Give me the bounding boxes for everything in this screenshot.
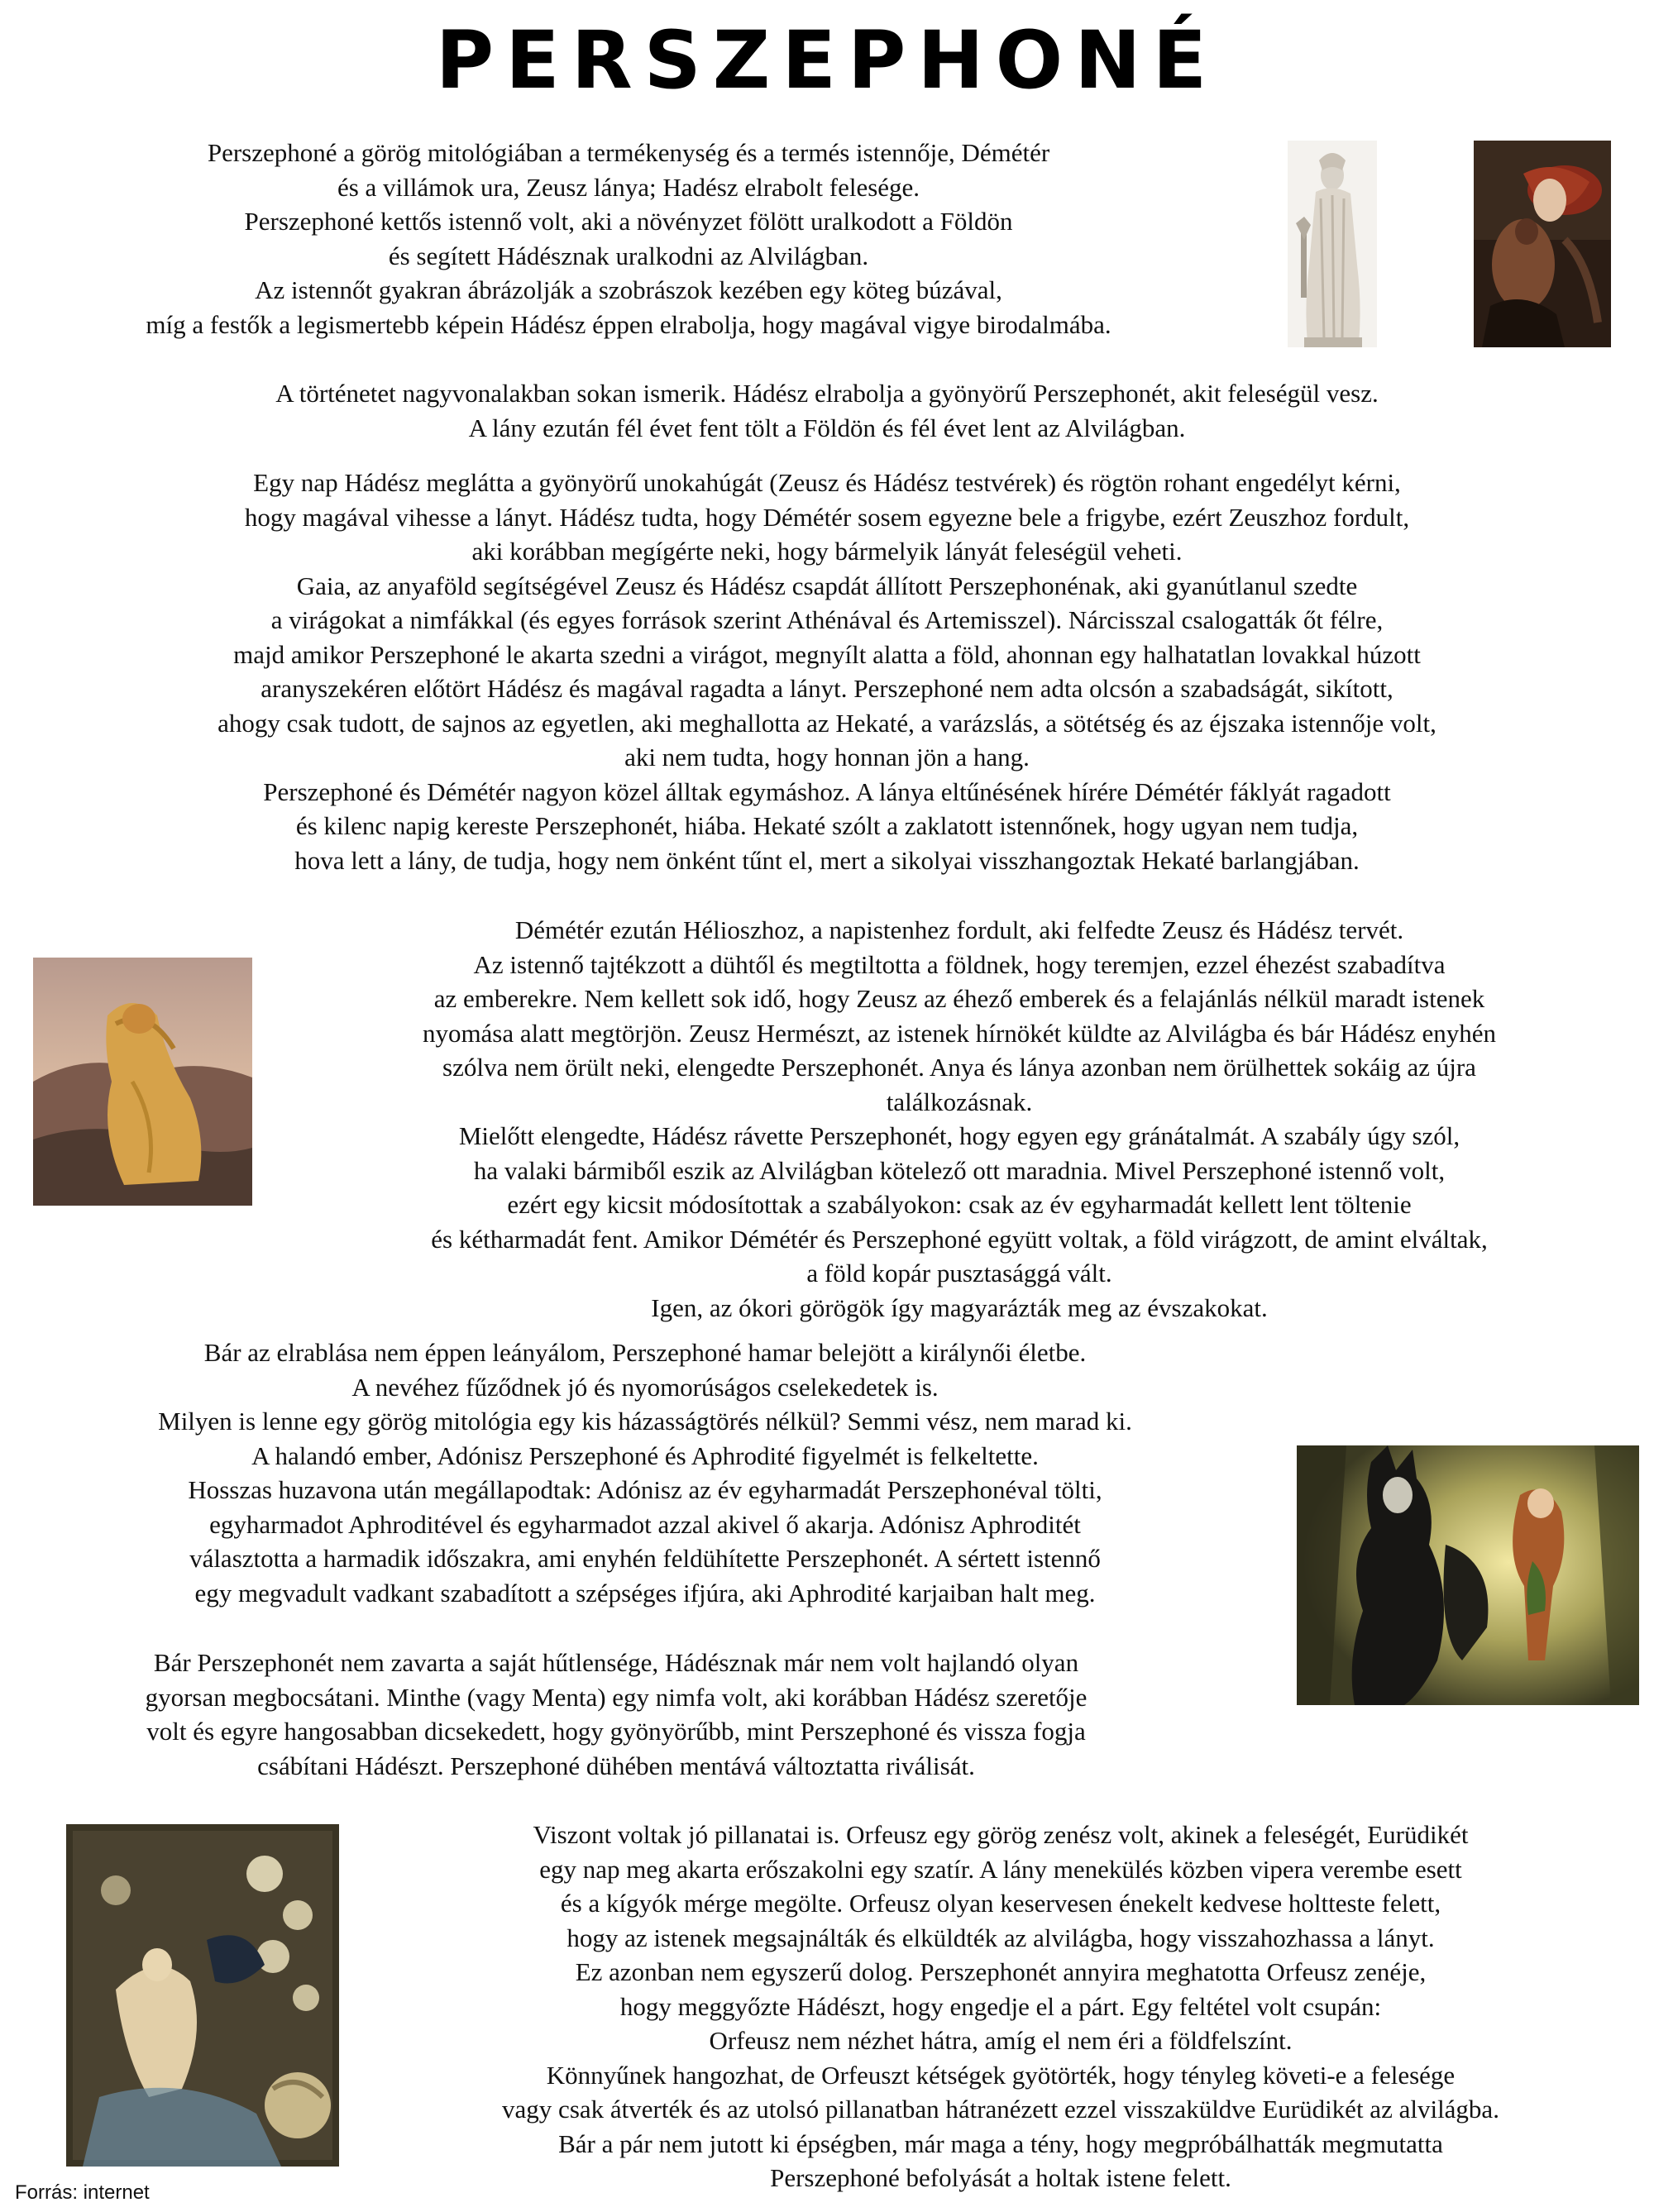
text-line: Igen, az ókori görögök így magyarázták meg az évszakokat. [651, 1292, 1268, 1322]
paragraph-minthe [17, 1646, 1216, 1783]
text-line: és kilenc napig kereste Perszephonét, hiába. Hekaté szólt a zaklatott istennőnek, hogy ugyan nem tudja, [295, 811, 1359, 840]
text-line: majd amikor Perszephoné le akarta szedni a virágot, megnyílt alatta a föld, ahonnan egy halhatatlan lovakkal húzott [233, 639, 1421, 669]
text-line: Bár a pár nem jutott ki épségben, már maga a tény, hogy megpróbálhatták megmutatta [558, 2128, 1443, 2158]
text-line: és kétharmadát fent. Amikor Démétér és Perszephoné együtt voltak, a föld virágzott, de amint elváltak, [431, 1224, 1488, 1254]
text-line: egy nap meg akarta erőszakolni egy szatír. A lány menekülés közben vipera verembe esett [539, 1854, 1462, 1884]
text-line: Hosszas huzavona után megállapodtak: Adónisz az év egyharmadát Perszephonéval tölti, [188, 1475, 1102, 1504]
text-line: Perszephoné befolyását a holtak istene felett. [770, 2163, 1231, 2192]
text-line: szólva nem örült neki, elengedte Perszephonét. Anya és lánya azonban nem örülhettek sokáig az újra [442, 1053, 1476, 1082]
hades-persephone-illustration-image [1297, 1445, 1639, 1705]
text-line: hogy az istenek megsajnálták és elküldték az alvilágba, hogy visszahozhassa a lányt. [566, 1923, 1435, 1952]
text-line: Perszephoné és Démétér nagyon közel álltak egymáshoz. A lánya eltűnésének hírére Démétér fáklyát ragadott [263, 776, 1391, 806]
text-line: Gaia, az anyaföld segítségével Zeusz és Hádész csapdát állított Perszephonénak, aki gyanútlanul szedte [296, 571, 1358, 600]
text-line: és a kígyók mérge megölte. Orfeusz olyan keservesen énekelt kedvese holtteste felett, [560, 1889, 1441, 1918]
text-line: találkozásnak. [886, 1087, 1033, 1116]
source-credit: Forrás: internet [15, 2181, 150, 2204]
text-line: volt és egyre hangosabban dicsekedett, hogy gyönyörűbb, mint Perszephoné és vissza fogja [146, 1717, 1086, 1746]
text-line: ha valaki bármiből eszik az Alvilágban kötelező ott maradnia. Mivel Perszephoné istennő volt, [473, 1155, 1446, 1185]
text-line: egy megvadult vadkant szabadított a szépséges ifjúra, aki Aphrodité karjaiban halt meg. [194, 1578, 1096, 1608]
text-line: aranyszekéren előtört Hádész és magával ragadta a lányt. Perszephoné nem adta olcsón a szabadságát, sikított, [261, 674, 1393, 703]
text-line: Perszephoné a görög mitológiában a termékenység és a termés istennője, Démétér [207, 138, 1050, 167]
text-line: ahogy csak tudott, de sajnos az egyetlen, aki meghallotta az Hekaté, a varázslás, a sötétség és az éjszaka istennője volt, [218, 708, 1436, 738]
text-line: A történetet nagyvonalakban sokan ismerik. Hádész elrabolja a gyönyörű Perszephonét, akit feleségül vesz. [275, 379, 1379, 408]
text-line: aki korábban megígérte neki, hogy bármelyik lányát feleségül veheti. [471, 537, 1183, 566]
text-line: gyorsan megbocsátani. Minthe (vagy Menta) egy nimfa volt, aki korábban Hádész szeretője [145, 1682, 1088, 1712]
text-line: Ez azonban nem egyszerű dolog. Perszephonét annyira meghatotta Orfeusz zenéje, [575, 1957, 1427, 1986]
text-line: ezért egy kicsit módosítottak a szabályokon: csak az év egyharmadát kellett lent töltenie [507, 1190, 1412, 1219]
text-line: Bár Perszephonét nem zavarta a saját hűtlensége, Hádésznak már nem volt hajlandó olyan [153, 1648, 1079, 1677]
text-line: hogy meggyőzte Hádészt, hogy engedje el a párt. Egy feltétel volt csupán: [619, 1991, 1382, 2021]
text-line: egyharmadot Aphroditével és egyharmadot azzal akivel ő akarja. Adónisz Aphroditét [209, 1509, 1081, 1539]
text-line: Orfeusz nem nézhet hátra, amíg el nem éri a földfelszínt. [709, 2026, 1293, 2055]
paragraph-story [0, 376, 1654, 445]
abduction-painting-image [1474, 141, 1611, 347]
demeter-painting-image [33, 958, 252, 1206]
text-line: Perszephoné kettős istennő volt, aki a növényzet fölött uralkodott a Földön [244, 207, 1013, 236]
text-line: az emberekre. Nem kellett sok idő, hogy Zeusz az éhező emberek és a felajánlás nélkül maradt istenek [433, 984, 1485, 1013]
text-line: hogy magával vihesse a lányt. Hádész tudta, hogy Démétér sosem egyezne bele a frigybe, ezért Zeuszhoz fordult, [244, 502, 1410, 532]
text-line: A halandó ember, Adónisz Perszephoné és Aphrodité figyelmét is felkeltette. [251, 1440, 1039, 1470]
text-line: Az istennő tajtékzott a dühtől és megtiltotta a földnek, hogy teremjen, ezzel éhezést szabadítva [473, 949, 1446, 979]
paragraph-abduction [0, 466, 1654, 877]
text-line: Milyen is lenne egy görög mitológia egy kis házasságtörés nélkül? Semmi vész, nem marad ki. [158, 1407, 1132, 1436]
text-line: Viszont voltak jó pillanatai is. Orfeusz egy görög zenész volt, akinek a feleségét, Eurüdikét [533, 1820, 1469, 1849]
text-line: nyomása alatt megtörjön. Zeusz Hermészt, az istenek hírnökét küldte az Alvilágba és bár Hádész enyhén [422, 1018, 1497, 1048]
paragraph-queen [17, 1335, 1274, 1610]
text-line: a föld kopár pusztasággá vált. [806, 1259, 1112, 1288]
persephone-statue-image [1288, 141, 1377, 347]
text-line: Bár az elrablása nem éppen leányálom, Perszephoné hamar belejött a királynői életbe. [203, 1338, 1087, 1367]
text-line: míg a festők a legismertebb képein Hádész éppen elrabolja, hogy magával vigye birodalmába. [146, 309, 1111, 339]
text-line: hova lett a lány, de tudja, hogy nem önként tűnt el, mert a sikolyai visszhangoztak Hekaté barlangjában. [294, 845, 1360, 875]
text-line: aki nem tudta, hogy honnan jön a hang. [624, 743, 1030, 772]
text-line: Az istennőt gyakran ábrázolják a szobrászok kezében egy köteg búzával, [255, 275, 1002, 304]
text-line: és segített Hádésznak uralkodni az Alvilágban. [388, 241, 869, 270]
text-line: választotta a harmadik időszakra, ami enyhén feldühítette Perszephonét. A sértett istennő [189, 1544, 1101, 1573]
text-line: csábítani Hádészt. Perszephoné dühében mentává változtatta riválisát. [257, 1751, 975, 1780]
paragraph-demeter [265, 913, 1654, 1325]
orpheus-painting-image [66, 1824, 339, 2167]
paragraph-intro [17, 136, 1240, 342]
page-title: PERSZEPHONÉ [435, 14, 1219, 107]
text-line: Mielőtt elengedte, Hádész rávette Perszephonét, hogy egyen egy gránátalmát. A szabály úgy szól, [458, 1121, 1460, 1150]
paragraph-orpheus [347, 1818, 1654, 2195]
text-line: Könnyűnek hangozhat, de Orfeuszt kétségek gyötörték, hogy tényleg követi-e a felesége [546, 2060, 1456, 2090]
text-line: Egy nap Hádész meglátta a gyönyörű unokahúgát (Zeusz és Hádész testvérek) és rögtön rohant engedélyt kérni, [253, 468, 1401, 497]
text-line: vagy csak átverték és az utolsó pillanatban hátranézett ezzel visszaküldve Eurüdikét az alvilágba. [502, 2095, 1499, 2124]
text-line: A nevéhez fűződnek jó és nyomorúságos cselekedetek is. [351, 1372, 939, 1402]
text-line: A lány ezután fél évet fent tölt a Földön és fél évet lent az Alvilágban. [468, 413, 1186, 442]
text-line: és a villámok ura, Zeusz lánya; Hadész elrabolt felesége. [337, 172, 920, 202]
text-line: Démétér ezután Hélioszhoz, a napistenhez fordult, aki felfedte Zeusz és Hádész tervét. [514, 915, 1404, 944]
text-line: a virágokat a nimfákkal (és egyes források szerint Athénával és Artemisszel). Nárcisszal csalogatták őt félre, [270, 605, 1384, 634]
